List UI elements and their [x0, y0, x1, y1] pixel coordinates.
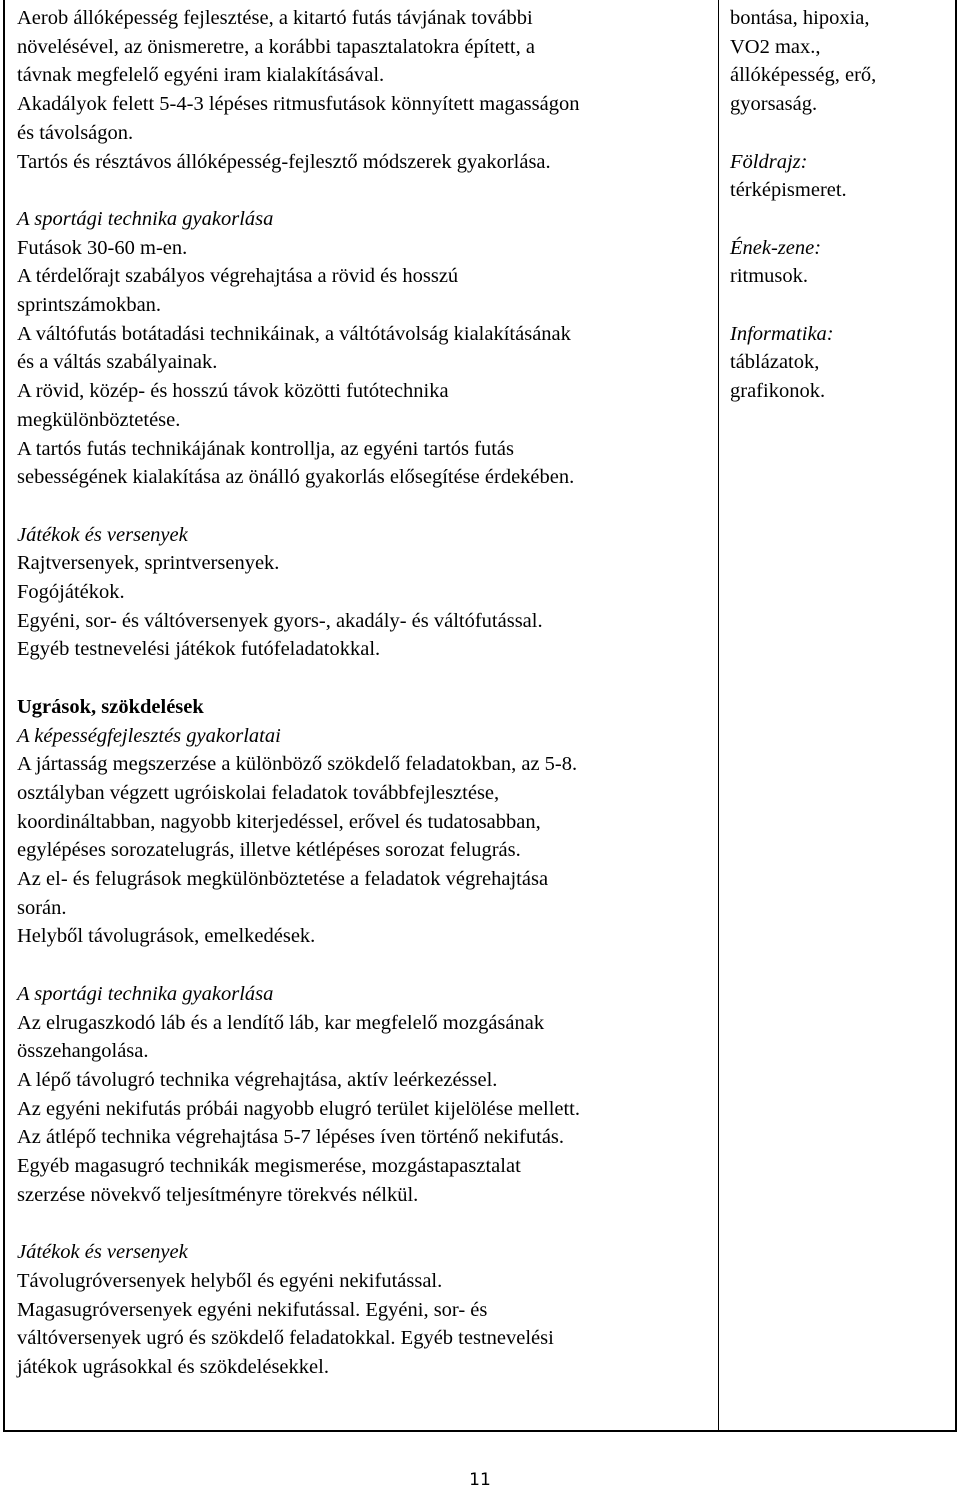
section-heading: A sportági technika gyakorlása	[17, 982, 274, 1005]
text-line: A tartós futás technikájának kontrollja, az egyéni tartós futás	[17, 437, 514, 460]
text-line: Tartós és résztávos állóképesség-fejlesztő módszerek gyakorlása.	[17, 150, 551, 173]
text-line: Egyéni, sor- és váltóversenyek gyors-, akadály- és váltófutással.	[17, 609, 543, 632]
text-line: osztályban végzett ugróiskolai feladatok továbbfejlesztése,	[17, 781, 500, 804]
text-line: grafikonok.	[730, 380, 826, 403]
text-line: Fogójátékok.	[17, 581, 125, 604]
text-line: állóképesség, erő,	[730, 64, 877, 87]
subject-heading: Informatika:	[730, 322, 834, 345]
jumps-block	[17, 693, 707, 951]
section-heading: Játékok és versenyek	[17, 523, 188, 546]
text-line: szerzése növekvő teljesítményre törekvés nélkül.	[17, 1183, 419, 1206]
text-line: Egyéb testnevelési játékok futófeladatokkal.	[17, 638, 381, 661]
technique-block-jumps	[17, 980, 707, 1210]
text-line: Az egyéni nekifutás próbái nagyobb elugró terület kijelölése mellett.	[17, 1097, 580, 1120]
text-line: A rövid, közép- és hosszú távok közötti futótechnika	[17, 380, 449, 403]
column-divider	[718, 0, 719, 1430]
text-line: VO2 max.,	[730, 35, 821, 58]
text-line: játékok ugrásokkal és szökdelésekkel.	[17, 1355, 329, 1378]
text-line: sprintszámokban.	[17, 294, 162, 317]
text-line: Akadályok felett 5-4-3 lépéses ritmusfutások könnyített magasságon	[17, 93, 580, 116]
technique-block-running	[17, 205, 707, 492]
informatics-block	[730, 320, 952, 406]
geography-block	[730, 148, 952, 205]
text-line: egylépéses sorozatelugrás, illetve kétlépéses sorozat felugrás.	[17, 839, 521, 862]
side-column	[730, 4, 952, 406]
text-line: Távolugróversenyek helyből és egyéni nekifutással.	[17, 1269, 443, 1292]
text-line: sebességének kialakítása az önálló gyakorlás elősegítése érdekében.	[17, 466, 575, 489]
text-line: A lépő távolugró technika végrehajtása, aktív leérkezéssel.	[17, 1068, 498, 1091]
text-line: koordináltabban, nagyobb kiterjedéssel, erővel és tudatosabban,	[17, 810, 541, 833]
text-line: bontása, hipoxia,	[730, 7, 870, 29]
endurance-block	[17, 4, 707, 176]
text-line: ritmusok.	[730, 265, 809, 288]
subject-heading: Ének-zene:	[730, 236, 822, 259]
text-line: és távolságon.	[17, 121, 134, 144]
section-heading: A sportági technika gyakorlása	[17, 207, 274, 230]
text-line: és a váltás szabályainak.	[17, 351, 218, 374]
text-line: megkülönböztetése.	[17, 408, 181, 431]
text-line: Rajtversenyek, sprintversenyek.	[17, 552, 280, 575]
side-top-block	[730, 4, 952, 119]
text-line: Magasugróversenyek egyéni nekifutással. Egyéni, sor- és	[17, 1298, 488, 1321]
text-line: térképismeret.	[730, 179, 847, 202]
text-line: Az el- és felugrások megkülönböztetése a feladatok végrehajtása	[17, 868, 549, 891]
text-line: A térdelőrajt szabályos végrehajtása a rövid és hosszú	[17, 265, 459, 288]
text-line: Egyéb magasugró technikák megismerése, mozgástapasztalat	[17, 1155, 521, 1178]
text-line: váltóversenyek ugró és szökdelő feladatokkal. Egyéb testnevelési	[17, 1327, 554, 1350]
text-line: Aerob állóképesség fejlesztése, a kitartó futás távjának további	[17, 7, 533, 29]
text-line: során.	[17, 896, 67, 919]
section-heading: A képességfejlesztés gyakorlatai	[17, 724, 281, 747]
text-line: gyorsaság.	[730, 93, 818, 116]
section-heading: Játékok és versenyek	[17, 1241, 188, 1264]
subject-heading: Földrajz:	[730, 150, 808, 173]
games-block-jumps	[17, 1238, 707, 1382]
page-number: 11	[469, 1470, 491, 1490]
content-table	[3, 0, 957, 1432]
text-line: táblázatok,	[730, 351, 820, 374]
text-line: Az átlépő technika végrehajtása 5-7 lépéses íven történő nekifutás.	[17, 1126, 565, 1149]
text-line: Futások 30-60 m-en.	[17, 236, 188, 259]
text-line: Helyből távolugrások, emelkedések.	[17, 925, 316, 948]
text-line: Az elrugaszkodó láb és a lendítő láb, kar megfelelő mozgásának	[17, 1011, 545, 1034]
main-column	[17, 4, 707, 1382]
topic-heading: Ugrások, szökdelések	[17, 695, 204, 718]
text-line: A váltófutás botátadási technikáinak, a váltótávolság kialakításának	[17, 322, 571, 345]
text-line: növelésével, az önismeretre, a korábbi tapasztalatokra épített, a	[17, 35, 535, 58]
music-block	[730, 234, 952, 291]
text-line: összehangolása.	[17, 1040, 149, 1063]
text-line: A jártasság megszerzése a különböző szökdelő feladatokban, az 5-8.	[17, 753, 578, 776]
games-block-running	[17, 521, 707, 665]
text-line: távnak megfelelő egyéni iram kialakításával.	[17, 64, 385, 87]
